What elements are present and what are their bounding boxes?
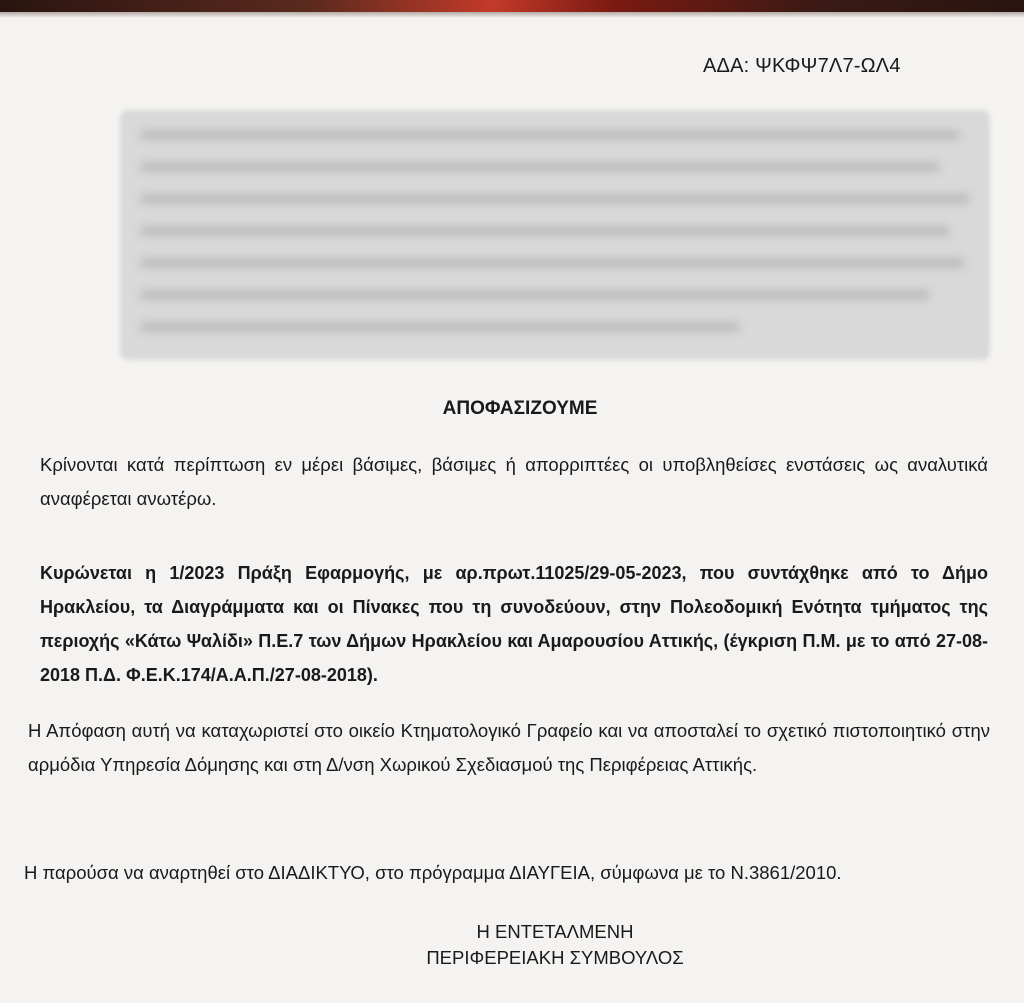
decision-paragraph-objections: Κρίνονται κατά περίπτωση εν μέρει βάσιμες, βάσιμες ή απορριπτέες οι υποβληθείσες ενστάσεις ως αναλυτικά αναφέρεται ανωτέρω. <box>40 454 988 509</box>
photo-top-edge <box>0 0 1024 12</box>
redacted-block <box>120 110 990 360</box>
decision-paragraph-registration: Η Απόφαση αυτή να καταχωριστεί στο οικείο Κτηματολογικό Γραφείο και να αποσταλεί το σχετικό πιστοποιητικό στην αρμόδια Υπηρεσία Δόμησης και στη Δ/νση Χωρικού Σχεδιασμού της Περιφέρειας Αττικής. <box>28 720 990 775</box>
signature-role: ΠΕΡΙΦΕΡΕΙΑΚΗ ΣΥΜΒΟΥΛΟΣ <box>426 947 684 968</box>
decision-paragraph-ratification: Κυρώνεται η 1/2023 Πράξη Εφαρμογής, με αρ.πρωτ.11025/29-05-2023, που συντάχθηκε από το Δήμο Ηρακλείου, τα Διαγράμματα και οι Πίνακες που τη συνοδεύουν, στην Πολεοδομική Ενότητα τμήματος της περιοχής «Κάτω Ψαλίδι» Π.Ε.7 των Δήμων Ηρακλείου και Αμαρουσίου Αττικής, (έγκριση Π.Μ. με το από 27-08-2018 Π.Δ. Φ.Ε.Κ.174/Α.Α.Π./27-08-2018). <box>40 563 988 685</box>
ada-identifier: ΑΔΑ: ΨΚΦΨ7Λ7-ΩΛ4 <box>703 55 901 77</box>
decision-paragraph-publication: Η παρούσα να αναρτηθεί στο ΔΙΑΔΙΚΤΥΟ, στο πρόγραμμα ΔΙΑΥΓΕΙΑ, σύμφωνα με το Ν.3861/2010. <box>24 862 842 883</box>
decision-heading: ΑΠΟΦΑΣΙΖΟΥΜΕ <box>442 398 598 419</box>
signature-title: Η ΕΝΤΕΤΑΛΜΕΝΗ <box>476 921 634 942</box>
